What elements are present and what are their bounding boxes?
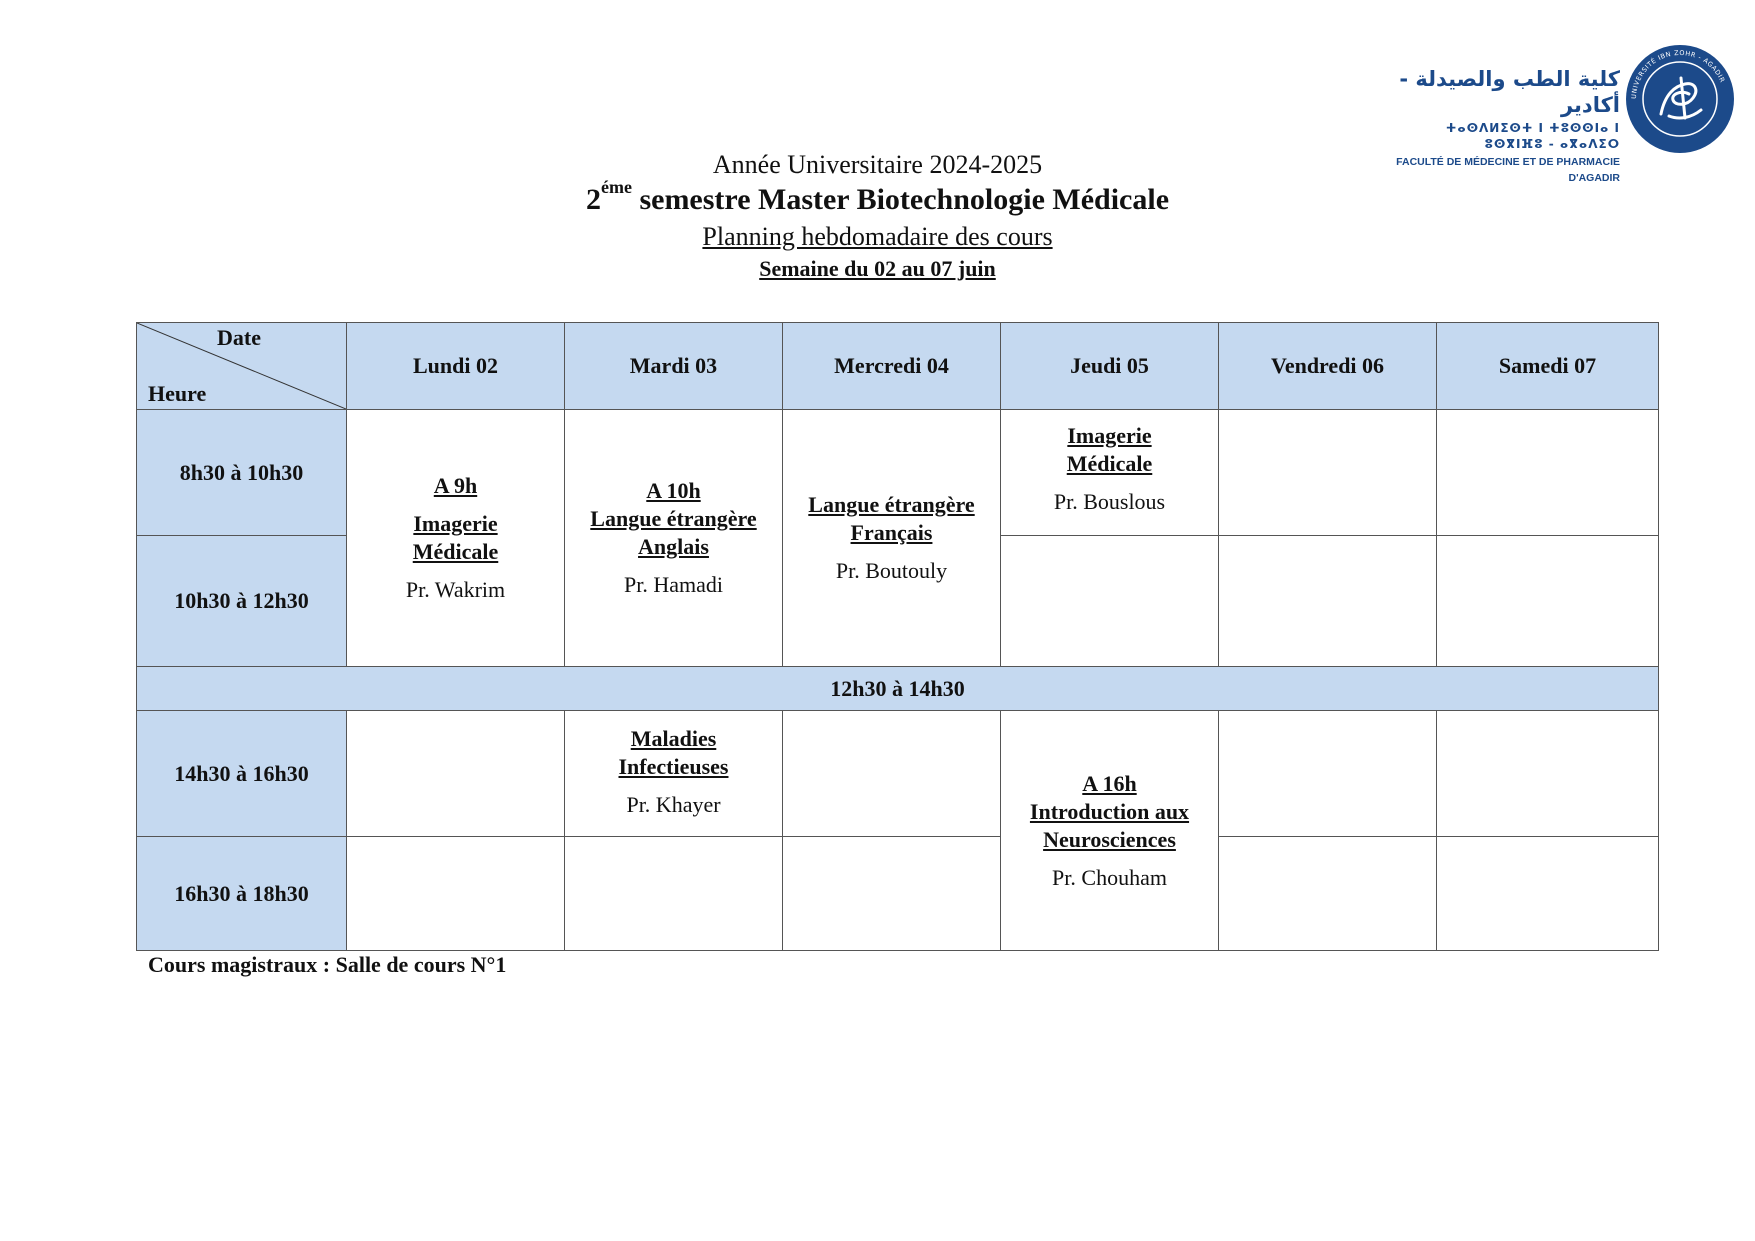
- course-name-line2: Médicale: [1066, 451, 1153, 476]
- page-title: [0, 177, 1755, 218]
- course-name-line1: Imagerie: [1067, 423, 1152, 448]
- university-seal-icon: [1625, 44, 1735, 154]
- course-name-line2: Médicale: [412, 539, 499, 564]
- slot-label-3: 14h30 à 16h30: [137, 711, 347, 837]
- course-professor: Pr. Hamadi: [624, 572, 723, 597]
- title-superscript: éme: [600, 177, 632, 197]
- course-professor: Pr. Bouslous: [1053, 489, 1166, 514]
- course-name-line2: Neurosciences: [1043, 826, 1176, 852]
- logo-arabic-text: كلية الطب والصيدلة - أكادير: [1399, 67, 1620, 117]
- course-name-line1: Imagerie: [413, 511, 498, 536]
- day-header-mercredi: Mercredi 04: [783, 323, 1001, 410]
- academic-year: Année Universitaire 2024-2025: [712, 150, 1043, 179]
- corner-heure-label: Heure: [148, 381, 207, 406]
- slot-row-4: [137, 837, 1659, 951]
- empty-cell: [1219, 837, 1437, 951]
- day-header-samedi: Samedi 07: [1437, 323, 1659, 410]
- day-header-jeudi: Jeudi 05: [1001, 323, 1219, 410]
- day-header-mardi: Mardi 03: [565, 323, 783, 410]
- empty-cell: [1437, 536, 1659, 667]
- empty-cell: [1437, 711, 1659, 837]
- title-rest: semestre Master Biotechnologie Médicale: [631, 183, 1170, 216]
- corner-cell: [137, 323, 347, 410]
- planning-subtitle: Planning hebdomadaire des cours: [702, 222, 1053, 251]
- empty-cell: [1219, 711, 1437, 837]
- empty-cell: [1219, 536, 1437, 667]
- lunch-break: 12h30 à 14h30: [137, 667, 1659, 711]
- room-footnote: Cours magistraux : Salle de cours N°1: [148, 952, 507, 977]
- title-number: 2: [585, 183, 601, 216]
- corner-date-label: Date: [217, 325, 261, 350]
- course-name-line2: Français: [850, 520, 933, 545]
- empty-cell: [1001, 536, 1219, 667]
- slot-label-1: 8h30 à 10h30: [137, 410, 347, 536]
- course-name-line1: Langue étrangère: [808, 492, 975, 517]
- slot-row-1: [137, 410, 1659, 536]
- course-professor: Pr. Boutouly: [835, 558, 948, 583]
- course-name-line1: Introduction aux: [1029, 798, 1190, 824]
- course-lundi-am: [347, 410, 565, 667]
- empty-cell: [783, 837, 1001, 951]
- empty-cell: [1437, 410, 1659, 536]
- course-professor: Pr. Khayer: [626, 792, 721, 817]
- course-name-line1: Maladies: [630, 726, 717, 751]
- course-professor: Pr. Wakrim: [405, 577, 506, 602]
- lunch-row: [137, 667, 1659, 711]
- course-name-line1: Langue étrangère: [590, 506, 757, 531]
- empty-cell: [1437, 837, 1659, 951]
- weekly-schedule-table: [136, 322, 1659, 951]
- seal-ring-text: UNIVERSITÉ IBN ZOHR - AGADIR: [1629, 48, 1727, 100]
- course-name-line2: Anglais: [638, 534, 709, 559]
- logo-tifinagh-text: ⵜⴰⵙⴷⵍⵉⵙⵜ ⵏ ⵜⵓⵙⵙⵏⴰ ⵏ ⵓⵙⴳⵏⴼⵓ - ⴰⴳⴰⴷⵉⵔ: [1445, 121, 1620, 151]
- course-time: A 10h: [646, 478, 701, 503]
- header-row: [137, 323, 1659, 410]
- course-name-line2: Infectieuses: [618, 754, 729, 779]
- empty-cell: [783, 711, 1001, 837]
- course-time: A 9h: [433, 473, 478, 498]
- faculty-logo: [1390, 44, 1727, 184]
- slot-row-3: [137, 711, 1659, 837]
- slot-label-4: 16h30 à 18h30: [137, 837, 347, 951]
- course-mercredi-am: [783, 410, 1001, 667]
- day-header-vendredi: Vendredi 06: [1219, 323, 1437, 410]
- course-jeudi-am: [1001, 410, 1219, 536]
- course-mardi-pm: [565, 711, 783, 837]
- course-jeudi-pm: [1001, 711, 1219, 951]
- logo-french-text: FACULTÉ DE MÉDECINE ET DE PHARMACIE D'AGADIR: [1396, 156, 1620, 184]
- empty-cell: [347, 711, 565, 837]
- week-label: Semaine du 02 au 07 juin: [759, 256, 996, 281]
- course-time: A 16h: [1082, 770, 1137, 796]
- course-professor: Pr. Chouham: [1052, 864, 1167, 890]
- slot-label-2: 10h30 à 12h30: [137, 536, 347, 667]
- empty-cell: [1219, 410, 1437, 536]
- day-header-lundi: Lundi 02: [347, 323, 565, 410]
- empty-cell: [347, 837, 565, 951]
- empty-cell: [565, 837, 783, 951]
- course-mardi-am: [565, 410, 783, 667]
